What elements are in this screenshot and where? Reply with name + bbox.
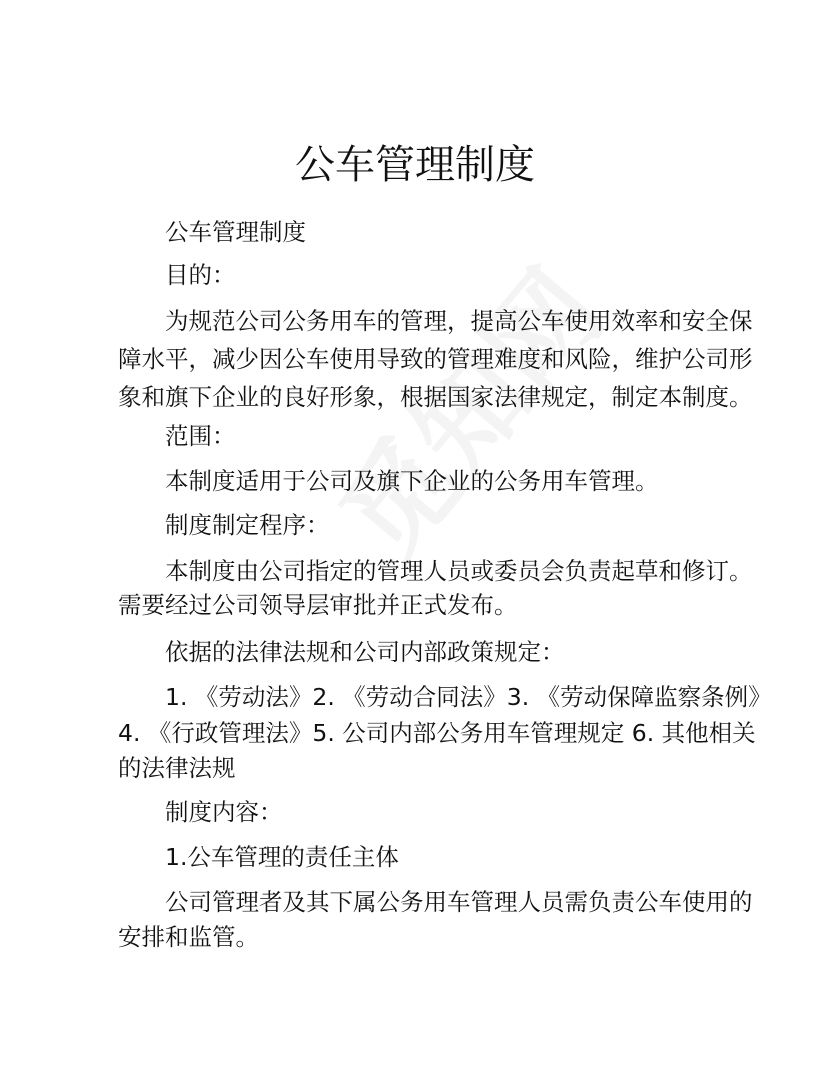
heading-procedure: 制度制定程序： bbox=[165, 511, 330, 539]
paragraph-line: 4. 《行政管理法》5. 公司内部公务用车管理规定 6. 其他相关 bbox=[118, 719, 756, 747]
paragraph-line: 象和旗下企业的良好形象，根据国家法律规定，制定本制度。 bbox=[118, 383, 753, 411]
heading-purpose: 目的： bbox=[165, 261, 236, 289]
paragraph-line: 1. 《劳动法》2. 《劳动合同法》3. 《劳动保障监察条例》 bbox=[165, 683, 772, 711]
paragraph-line: 本制度适用于公司及旗下企业的公务用车管理。 bbox=[165, 467, 659, 495]
paragraph-line: 本制度由公司指定的管理人员或委员会负责起草和修订。 bbox=[165, 557, 753, 585]
heading-legal-basis: 依据的法律法规和公司内部政策规定： bbox=[165, 638, 565, 666]
subtitle: 公车管理制度 bbox=[165, 218, 306, 246]
document-title: 公车管理制度 bbox=[295, 142, 535, 188]
heading-content: 制度内容： bbox=[165, 798, 283, 826]
paragraph-line: 为规范公司公务用车的管理，提高公车使用效率和安全保 bbox=[165, 307, 753, 335]
section-heading: 1.公车管理的责任主体 bbox=[165, 843, 399, 871]
paragraph-line: 公司管理者及其下属公务用车管理人员需负责公车使用的 bbox=[165, 888, 753, 916]
heading-scope: 范围： bbox=[165, 422, 236, 450]
paragraph-line: 的法律法规 bbox=[118, 754, 236, 782]
paragraph-line: 障水平，减少因公车使用导致的管理难度和风险，维护公司形 bbox=[118, 345, 753, 373]
paragraph-line: 需要经过公司领导层审批并正式发布。 bbox=[118, 591, 518, 619]
paragraph-line: 安排和监管。 bbox=[118, 923, 259, 951]
